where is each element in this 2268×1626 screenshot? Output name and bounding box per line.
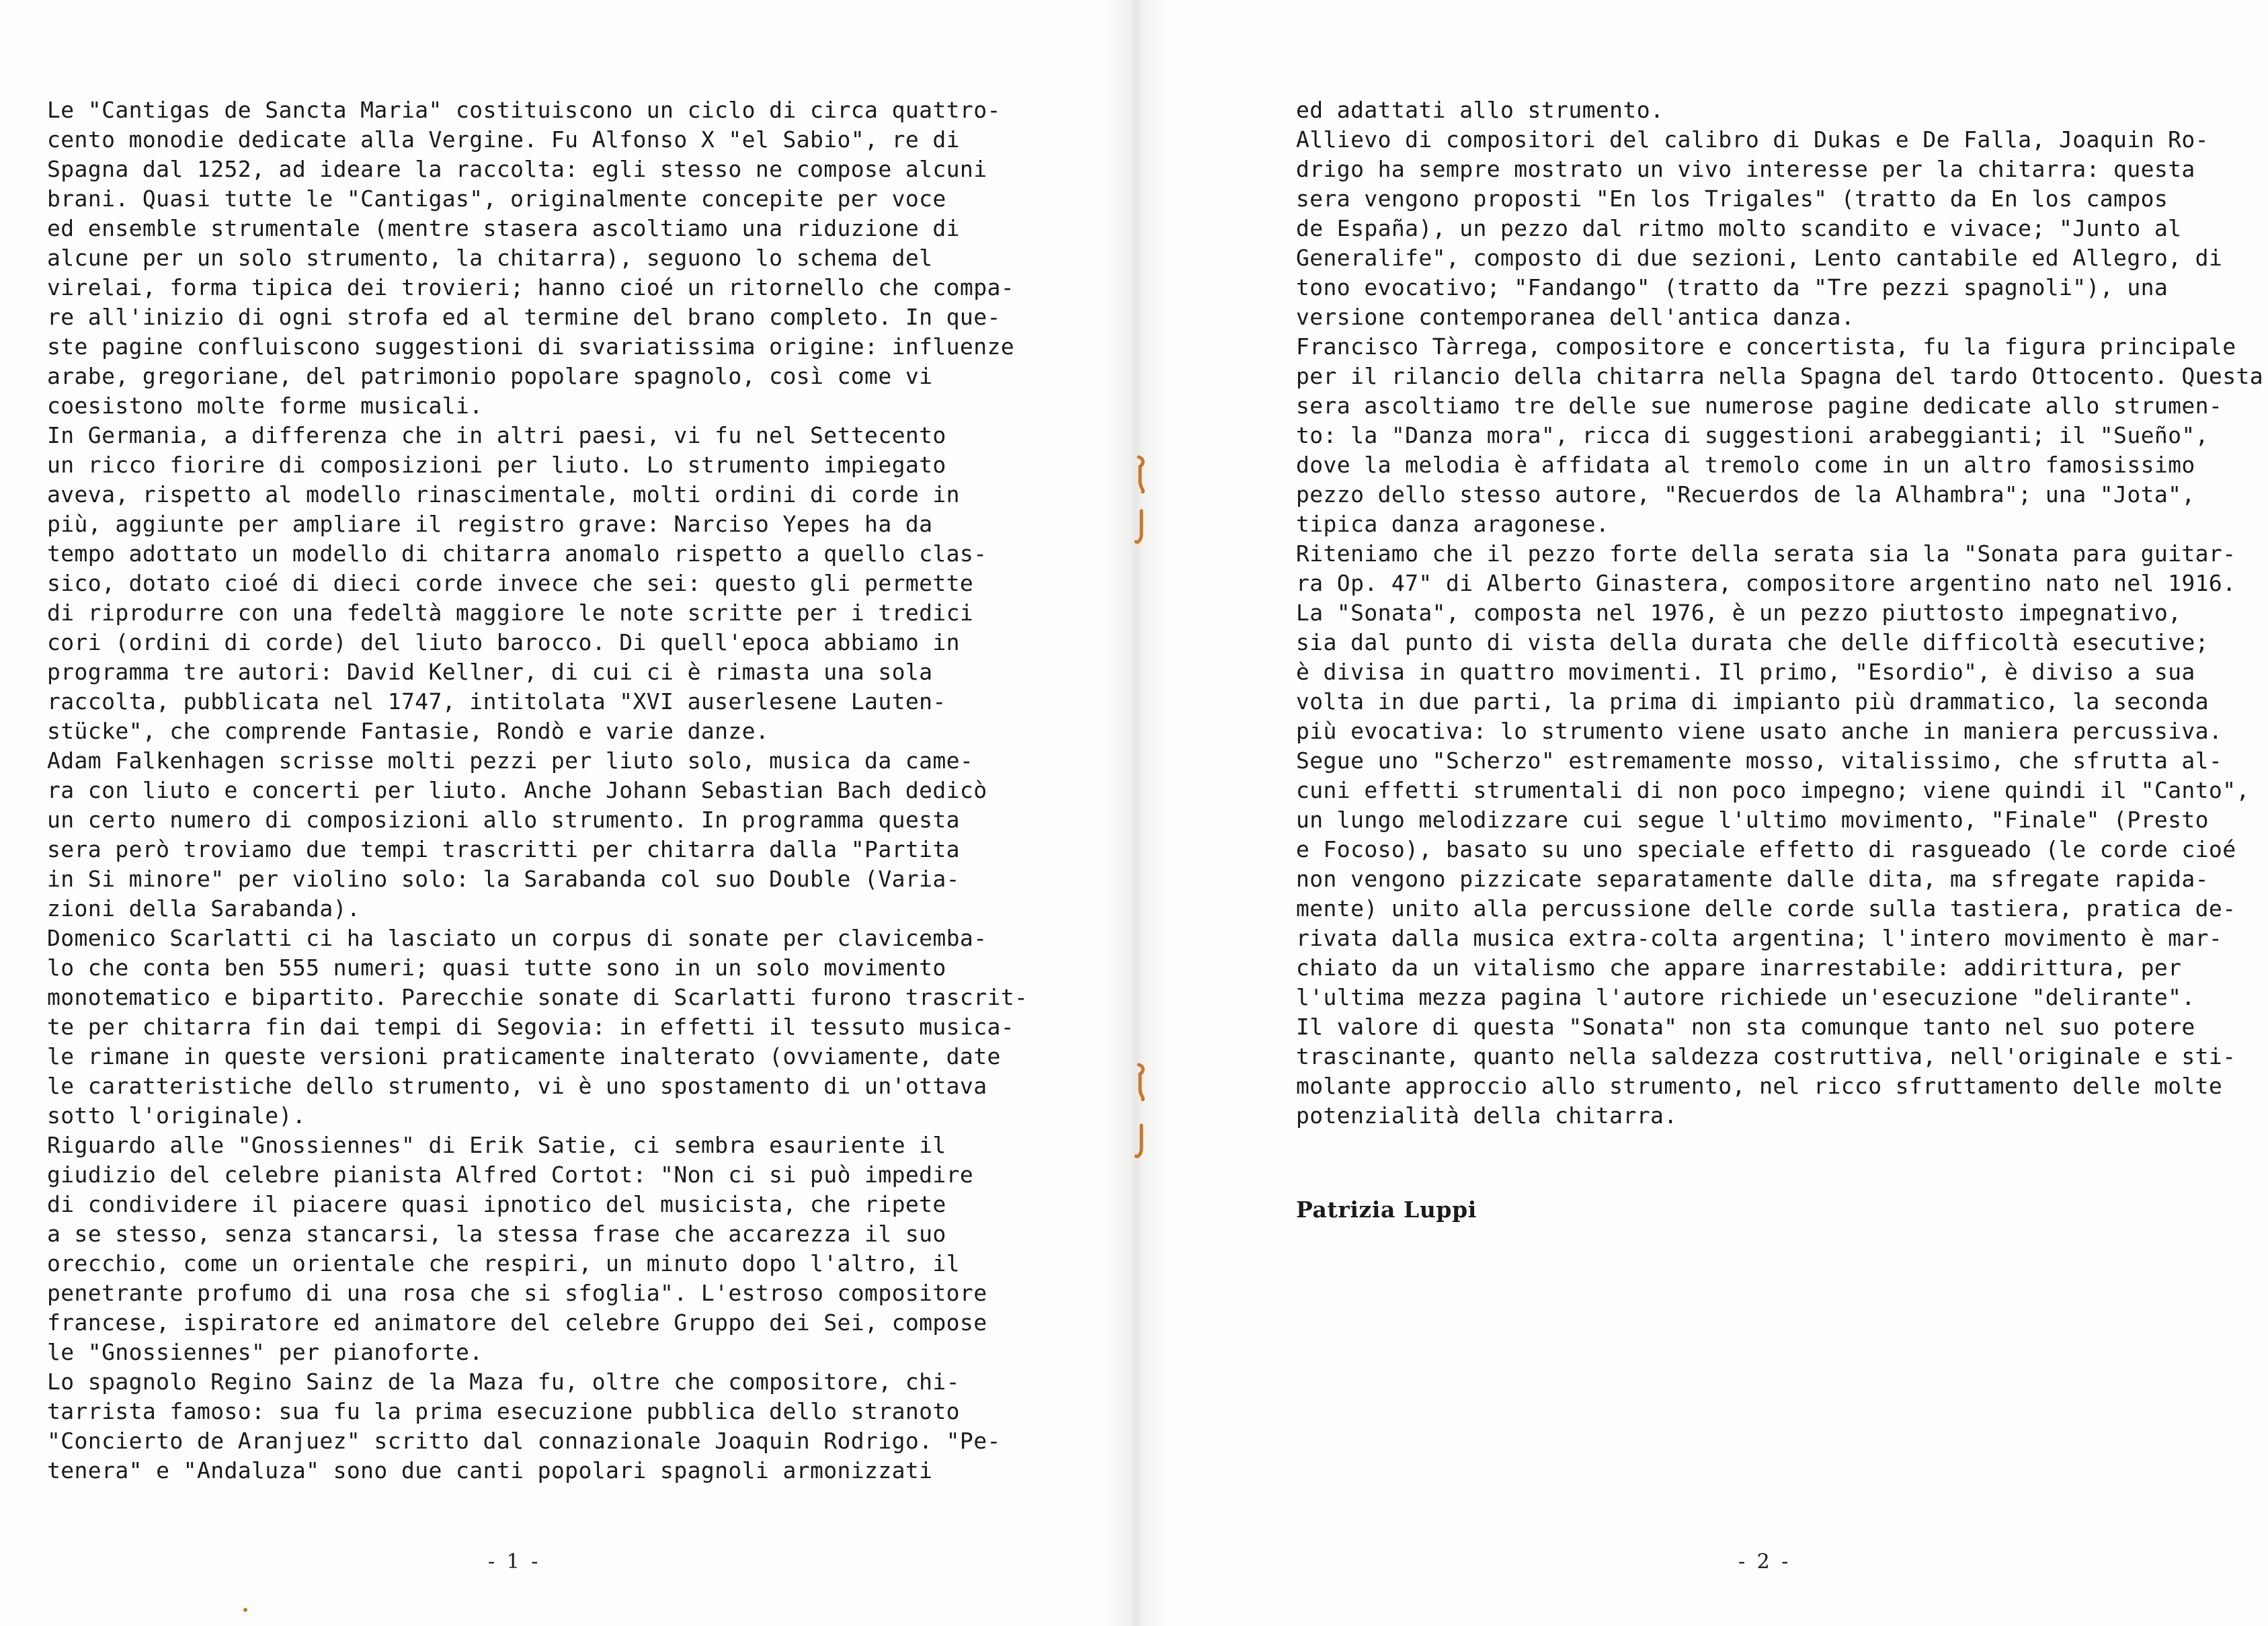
left-page-text-line: ste pagine confluiscono suggestioni di svariatissima origine: influenze bbox=[47, 333, 1015, 360]
left-page-text-line: ra con liuto e concerti per liuto. Anche Johann Sebastian Bach dedicò bbox=[47, 777, 987, 803]
right-page-text-line: chiato da un vitalismo che appare inarrestabile: addirittura, per bbox=[1296, 954, 2182, 981]
left-page-text bbox=[47, 95, 1028, 1486]
left-page-text-line: aveva, rispetto al modello rinascimentale, molti ordini di corde in bbox=[47, 481, 960, 507]
right-page-text bbox=[1296, 95, 2264, 1131]
right-page-text-line: to: la "Danza mora", ricca di suggestioni arabeggianti; il "Sueño", bbox=[1296, 422, 2209, 448]
left-page-text-line: virelai, forma tipica dei trovieri; hanno cioé un ritornello che compa- bbox=[47, 274, 1015, 300]
right-page-text-line: ra Op. 47" di Alberto Ginastera, compositore argentino nato nel 1916. bbox=[1296, 570, 2236, 596]
right-page-text-line: La "Sonata", composta nel 1976, è un pezzo piuttosto impegnativo, bbox=[1296, 600, 2182, 626]
right-page-text-line: Allievo di compositori del calibro di Dukas e De Falla, Joaquin Ro- bbox=[1296, 126, 2209, 153]
left-page-text-line: le caratteristiche dello strumento, vi è uno spostamento di un'ottava bbox=[47, 1073, 987, 1099]
right-page-text-line: è divisa in quattro movimenti. Il primo, "Esordio", è diviso a sua bbox=[1296, 659, 2195, 685]
left-page-text-line: zioni della Sarabanda). bbox=[47, 895, 361, 922]
right-page-text-line: sia dal punto di vista della durata che delle difficoltà esecutive; bbox=[1296, 629, 2209, 655]
left-page-text-line: Le "Cantigas de Sancta Maria" costituiscono un ciclo di circa quattro- bbox=[47, 97, 1001, 123]
left-page-text-line: tenera" e "Andaluza" sono due canti popolari spagnoli armonizzati bbox=[47, 1457, 933, 1483]
right-page-text-line: più evocativa: lo strumento viene usato anche in maniera percussiva. bbox=[1296, 718, 2223, 744]
right-page-text-line: per il rilancio della chitarra nella Spagna del tardo Ottocento. Questa bbox=[1296, 363, 2264, 389]
left-page-text-line: "Concierto de Aranjuez" scritto dal connazionale Joaquin Rodrigo. "Pe- bbox=[47, 1428, 1001, 1454]
right-page-text-line: trascinante, quanto nella saldezza costruttiva, nell'originale e sti- bbox=[1296, 1043, 2236, 1069]
left-page-text-line: Domenico Scarlatti ci ha lasciato un corpus di sonate per clavicemba- bbox=[47, 925, 987, 951]
left-page-text-line: le rimane in queste versioni praticamente inalterato (ovviamente, date bbox=[47, 1043, 1001, 1069]
left-page-text-line: giudizio del celebre pianista Alfred Cortot: "Non ci si può impedire bbox=[47, 1162, 974, 1188]
right-page-text-line: potenzialità della chitarra. bbox=[1296, 1102, 1678, 1129]
staple-icon bbox=[1133, 1123, 1148, 1162]
right-page-text-line: non vengono pizzicate separatamente dalle dita, ma sfregate rapida- bbox=[1296, 866, 2209, 892]
left-page-text-line: di riprodurre con una fedeltà maggiore le note scritte per i tredici bbox=[47, 600, 974, 626]
left-page-text-line: francese, ispiratore ed animatore del celebre Gruppo dei Sei, compose bbox=[47, 1309, 987, 1336]
left-page-text-line: più, aggiunte per ampliare il registro grave: Narciso Yepes ha da bbox=[47, 511, 933, 537]
right-page-text-line: sera ascoltiamo tre delle sue numerose pagine dedicate allo strumen- bbox=[1296, 393, 2223, 419]
left-page-text-line: cento monodie dedicate alla Vergine. Fu Alfonso X "el Sabio", re di bbox=[47, 126, 960, 153]
left-page-text-line: di condividere il piacere quasi ipnotico del musicista, che ripete bbox=[47, 1191, 946, 1217]
right-page-text-line: Segue uno "Scherzo" estremamente mosso, vitalissimo, che sfrutta al- bbox=[1296, 747, 2223, 774]
left-page-text-line: arabe, gregoriane, del patrimonio popolare spagnolo, così come vi bbox=[47, 363, 933, 389]
left-page-text-line: le "Gnossiennes" per pianoforte. bbox=[47, 1339, 483, 1365]
left-page-text-line: orecchio, come un orientale che respiri, un minuto dopo l'altro, il bbox=[47, 1250, 960, 1276]
right-page-text-line: e Focoso), basato su uno speciale effetto di rasgueado (le corde cioé bbox=[1296, 836, 2236, 862]
left-page-text-line: Adam Falkenhagen scrisse molti pezzi per liuto solo, musica da came- bbox=[47, 747, 974, 774]
left-page-text-line: In Germania, a differenza che in altri paesi, vi fu nel Settecento bbox=[47, 422, 946, 448]
left-page-text-line: un ricco fiorire di composizioni per liuto. Lo strumento impiegato bbox=[47, 452, 946, 478]
left-page-text-line: sotto l'originale). bbox=[47, 1102, 307, 1129]
left-page-text-line: monotematico e bipartito. Parecchie sonate di Scarlatti furono trascrit- bbox=[47, 984, 1028, 1010]
left-page-text-line: stücke", che comprende Fantasie, Rondò e varie danze. bbox=[47, 718, 770, 744]
left-page-text-line: sico, dotato cioé di dieci corde invece che sei: questo gli permette bbox=[47, 570, 974, 596]
right-page-text-line: versione contemporanea dell'antica danza. bbox=[1296, 304, 1855, 330]
left-page-text-line: lo che conta ben 555 numeri; quasi tutte sono in un solo movimento bbox=[47, 954, 946, 981]
staple-icon bbox=[1133, 1062, 1148, 1101]
right-page-text-line: l'ultima mezza pagina l'autore richiede un'esecuzione "delirante". bbox=[1296, 984, 2195, 1010]
page-number-right: - 2 - bbox=[1738, 1550, 1791, 1574]
right-page-text-line: un lungo melodizzare cui segue l'ultimo movimento, "Finale" (Presto bbox=[1296, 807, 2209, 833]
staple-icon bbox=[1133, 454, 1148, 493]
left-page-text-line: raccolta, pubblicata nel 1747, intitolata "XVI auserlesene Lauten- bbox=[47, 688, 946, 715]
page-number-left: - 1 - bbox=[488, 1550, 541, 1574]
author-signature: Patrizia Luppi bbox=[1296, 1196, 1477, 1223]
left-page-text-line: Lo spagnolo Regino Sainz de la Maza fu, oltre che compositore, chi- bbox=[47, 1369, 960, 1395]
right-page-text-line: Generalife", composto di due sezioni, Lento cantabile ed Allegro, di bbox=[1296, 245, 2223, 271]
right-page-text-line: ed adattati allo strumento. bbox=[1296, 97, 1664, 123]
left-page-text-line: ed ensemble strumentale (mentre stasera ascoltiamo una riduzione di bbox=[47, 215, 960, 241]
paper-speck bbox=[243, 1608, 247, 1612]
left-page-text-line: in Si minore" per violino solo: la Sarabanda col suo Double (Varia- bbox=[47, 866, 960, 892]
right-page-text-line: de España), un pezzo dal ritmo molto scandito e vivace; "Junto al bbox=[1296, 215, 2182, 241]
right-page-text-line: dove la melodia è affidata al tremolo come in un altro famosissimo bbox=[1296, 452, 2195, 478]
left-page-text-line: coesistono molte forme musicali. bbox=[47, 393, 483, 419]
right-page-text-line: mente) unito alla percussione delle corde sulla tastiera, pratica de- bbox=[1296, 895, 2236, 922]
right-page-text-line: drigo ha sempre mostrato un vivo interesse per la chitarra: questa bbox=[1296, 156, 2195, 182]
right-page-text-line: volta in due parti, la prima di impianto più drammatico, la seconda bbox=[1296, 688, 2209, 715]
right-page-text-line: Riteniamo che il pezzo forte della serata sia la "Sonata para guitar- bbox=[1296, 540, 2236, 567]
left-page-text-line: te per chitarra fin dai tempi di Segovia: in effetti il tessuto musica- bbox=[47, 1014, 1015, 1040]
left-page-text-line: tarrista famoso: sua fu la prima esecuzione pubblica dello stranoto bbox=[47, 1398, 960, 1424]
right-page-text-line: pezzo dello stesso autore, "Recuerdos de la Alhambra"; una "Jota", bbox=[1296, 481, 2195, 507]
left-page-text-line: a se stesso, senza stancarsi, la stessa frase che accarezza il suo bbox=[47, 1221, 946, 1247]
left-page-text-line: un certo numero di composizioni allo strumento. In programma questa bbox=[47, 807, 960, 833]
staple-icon bbox=[1133, 508, 1148, 547]
right-page-text-line: tono evocativo; "Fandango" (tratto da "Tre pezzi spagnoli"), una bbox=[1296, 274, 2169, 300]
left-page-text-line: brani. Quasi tutte le "Cantigas", originalmente concepite per voce bbox=[47, 186, 946, 212]
right-page-text-line: cuni effetti strumentali di non poco impegno; viene quindi il "Canto", bbox=[1296, 777, 2250, 803]
right-page-text-line: tipica danza aragonese. bbox=[1296, 511, 1610, 537]
right-page-text-line: Il valore di questa "Sonata" non sta comunque tanto nel suo potere bbox=[1296, 1014, 2195, 1040]
left-page-text-line: Spagna dal 1252, ad ideare la raccolta: egli stesso ne compose alcuni bbox=[47, 156, 987, 182]
left-page-text-line: sera però troviamo due tempi trascritti per chitarra dalla "Partita bbox=[47, 836, 960, 862]
left-page-text-line: cori (ordini di corde) del liuto barocco. Di quell'epoca abbiamo in bbox=[47, 629, 960, 655]
right-page-text-line: Francisco Tàrrega, compositore e concertista, fu la figura principale bbox=[1296, 333, 2236, 360]
left-page-text-line: penetrante profumo di una rosa che si sfoglia". L'estroso compositore bbox=[47, 1280, 987, 1306]
left-page-text-line: re all'inizio di ogni strofa ed al termine del brano completo. In que- bbox=[47, 304, 1001, 330]
left-page-text-line: programma tre autori: David Kellner, di cui ci è rimasta una sola bbox=[47, 659, 933, 685]
right-page-text-line: sera vengono proposti "En los Trigales" (tratto da En los campos bbox=[1296, 186, 2169, 212]
left-page-text-line: alcune per un solo strumento, la chitarra), seguono lo schema del bbox=[47, 245, 933, 271]
right-page-text-line: molante approccio allo strumento, nel ricco sfruttamento delle molte bbox=[1296, 1073, 2223, 1099]
right-page-text-line: rivata dalla musica extra-colta argentina; l'intero movimento è mar- bbox=[1296, 925, 2223, 951]
page-gutter bbox=[1102, 0, 1170, 1626]
left-page-text-line: Riguardo alle "Gnossiennes" di Erik Satie, ci sembra esauriente il bbox=[47, 1132, 946, 1158]
left-page-text-line: tempo adottato un modello di chitarra anomalo rispetto a quello clas- bbox=[47, 540, 987, 567]
